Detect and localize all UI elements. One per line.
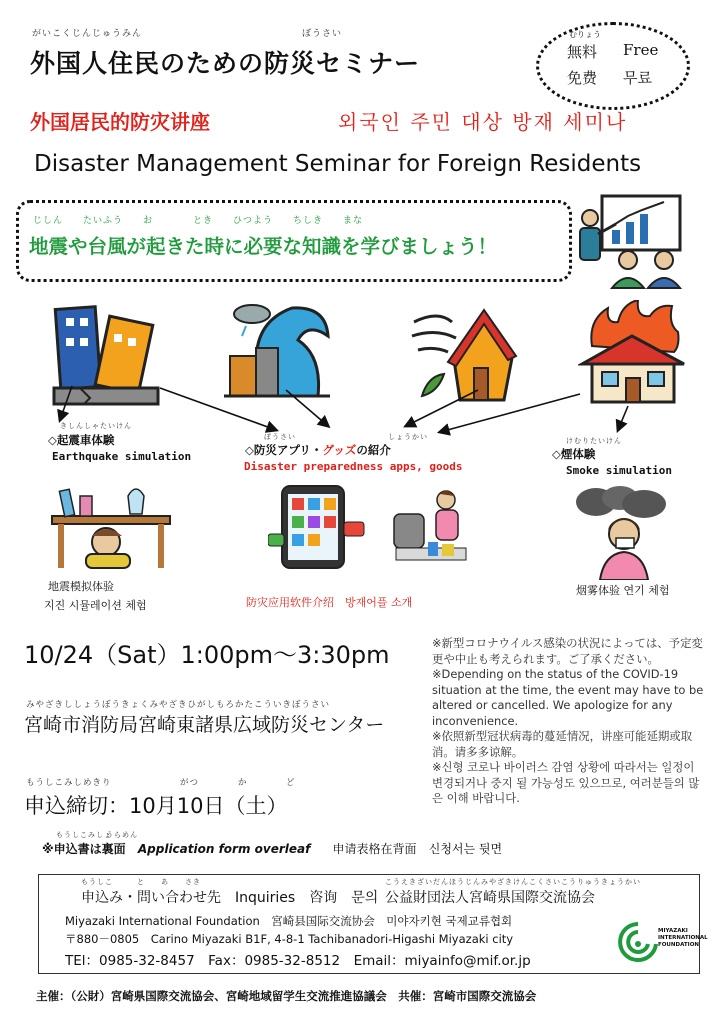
free-ruby: むりょう — [569, 30, 601, 39]
note-en: ※Depending on the status of the COVID-19 situation at the time, the event may have to be altered or cancelled. We apologize for any inconvenience. — [432, 667, 704, 728]
contact-phone: TEl：0985-32-8457 Fax：0985-32-8512 Email：miyainfo@mif.or.jp — [65, 953, 531, 969]
logo-text-1: MIYAZAKI — [658, 928, 688, 934]
deadline-ruby-3: か — [238, 778, 248, 788]
smoke-illustration — [574, 484, 674, 580]
contact-address: 〒880－0805 Carino Miyazaki B1F, 4-8-1 Tachibanadori-Higashi Miyazaki city — [65, 932, 514, 946]
organizers-footer: 主催：（公財）宮崎県国際交流協会、宮崎地域留学生交流推進協議会 共催：宮崎市国際交流協会 — [36, 989, 537, 1003]
free-ko: 무료 — [623, 69, 652, 87]
title-ruby-bousai: ぼうさい — [302, 29, 343, 39]
deadline-ruby-1: もうしこみしめきり — [26, 778, 112, 788]
apps-label — [245, 442, 391, 458]
application-deadline: 申込締切：10月10日（土） — [24, 794, 288, 818]
app-note-ja: ※申込書は裏面 — [42, 842, 126, 856]
note-ko: ※신형 코로나 바이러스 감염 상황에 따라서는 일정이 변경되거나 중지 될 가능성도 있으므로, 여러분들의 많은 이해 바랍니다. — [432, 760, 700, 805]
app-ruby-1: もうしこみしょ — [56, 831, 112, 839]
contact-inquiries: 申込み・問い合わせ先 Inquiries 咨询 문의 — [81, 890, 379, 906]
note-ja: ※新型コロナウイルス感染の状況によっては、予定変更や中止も考えられます。ご了承ください。 — [432, 636, 703, 666]
app-ruby-2: うらめん — [106, 831, 138, 839]
earthquake-caption-zh: 地震模拟体验 — [48, 580, 114, 593]
contact-box — [38, 874, 700, 974]
apps-label-post: の紹介 — [356, 443, 391, 457]
contact-ruby-right: こうえきざいだんほうじんみやざきけんこくさいこうりゅうきょうかい — [385, 878, 641, 886]
presenter-icon — [576, 190, 686, 290]
venue-ruby: みやざきししょうぼうきょくみやざきひがしもろかたこういきぼうさい — [26, 700, 331, 710]
contact-org-ja: 公益財団法人宮崎県国際交流協会 — [385, 890, 595, 906]
connector-arrows — [0, 380, 724, 440]
covid-notes — [432, 636, 704, 807]
apps-label-goods: グッズ — [322, 443, 357, 457]
app-note-zh: 申请表格在背面 — [332, 842, 417, 856]
application-note — [42, 840, 502, 857]
title-korean: 외국인 주민 대상 방재 세미나 — [338, 110, 628, 134]
earthquake-caption-ko: 지진 시뮬레이션 체험 — [44, 599, 147, 612]
mif-logo-icon — [618, 920, 658, 964]
smoke-caption: 烟雾体验 연기 체험 — [576, 584, 670, 597]
learning-banner — [16, 200, 572, 282]
free-badge — [536, 22, 690, 110]
apps-caption: 防灾应用软件介绍 방재어플 소개 — [246, 596, 413, 609]
mif-logo-text — [658, 928, 708, 949]
event-date: 10/24（Sat）1:00pm～3:30pm — [24, 641, 390, 669]
apps-ruby-bousai: ぼうさい — [264, 433, 296, 441]
earthquake-drill-illustration — [46, 476, 176, 572]
title-english: Disaster Management Seminar for Foreign Residents — [34, 151, 642, 177]
earthquake-ruby: きしんしゃたいけん — [60, 422, 132, 430]
earthquake-label: ◇起震車体験 — [48, 433, 115, 447]
contact-org-line: Miyazaki International Foundation 宮崎县国际交流协会 미야자키현 국제교류협회 — [65, 914, 513, 928]
deadline-ruby-4: ど — [286, 778, 296, 788]
smoke-ruby: けむりたいけん — [566, 437, 622, 445]
title-ruby-gaikokujin: がいこくじんじゅうみん — [32, 29, 143, 39]
title-japanese: 外国人住民のための防災セミナー — [30, 49, 421, 78]
emergency-goods-illustration — [386, 484, 476, 564]
apps-phone-illustration — [268, 482, 368, 572]
earthquake-en: Earthquake simulation — [52, 450, 192, 463]
logo-text-2: INTERNATIONAL — [658, 935, 708, 941]
banner-text: 地震や台風が起きた時に必要な知識を学びましょう！ — [29, 235, 498, 258]
smoke-en: Smoke simulation — [566, 464, 672, 477]
smoke-label: ◇煙体験 — [552, 447, 596, 461]
free-en: Free — [623, 41, 659, 59]
free-ja: 無料 — [567, 43, 598, 61]
banner-ruby: じしん たいふう お とき ひつよう ちしき まな — [33, 216, 364, 226]
contact-ruby-left: もうしこ と あ さき — [81, 878, 201, 886]
app-note-en: Application form overleaf — [137, 842, 311, 856]
note-zh: ※依照新型冠状病毒的蔓延情况，讲座可能延期或取消。请多多谅解。 — [432, 729, 693, 759]
apps-en: Disaster preparedness apps, goods — [244, 460, 463, 473]
apps-label-pre: ◇防災アプリ・ — [245, 443, 323, 457]
venue-name: 宮崎市消防局宮崎東諸県広域防災センター — [24, 714, 385, 736]
logo-text-3: FOUNDATION — [658, 942, 699, 948]
deadline-ruby-2: がつ — [180, 778, 200, 788]
free-zh: 免费 — [567, 69, 598, 87]
app-note-ko: 신청서는 뒷면 — [428, 842, 503, 856]
apps-ruby-shoukai: しょうかい — [388, 433, 428, 441]
title-chinese: 外国居民的防灾讲座 — [30, 110, 210, 134]
